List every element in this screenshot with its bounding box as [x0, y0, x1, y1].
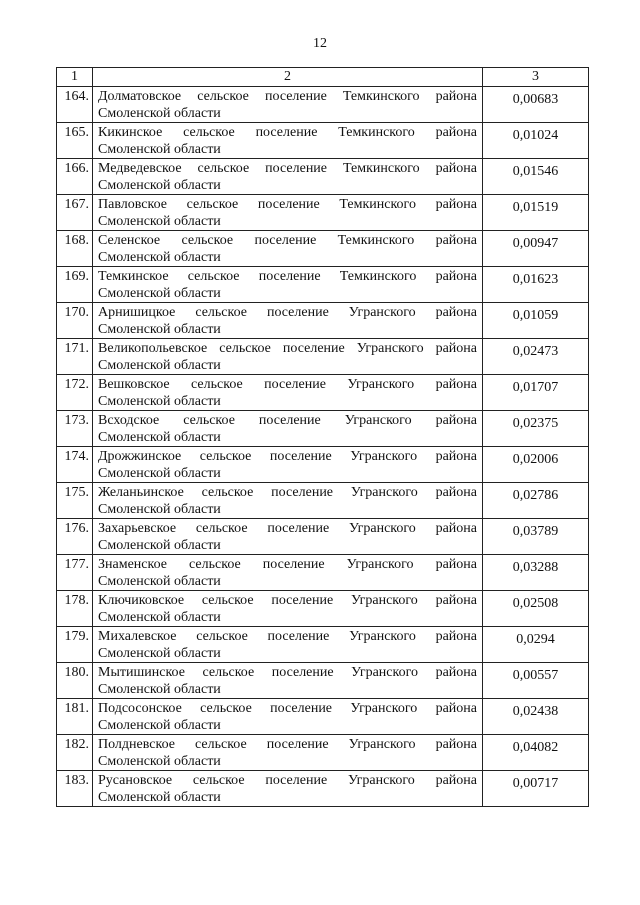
- settlement-name-cell: [93, 375, 483, 411]
- table-row: [57, 303, 589, 339]
- row-number: 169.: [57, 267, 93, 303]
- header-col-2: 2: [93, 68, 483, 87]
- settlement-name-cell: [93, 519, 483, 555]
- row-number: 179.: [57, 627, 93, 663]
- settlement-name-line-2: Смоленской области: [98, 502, 221, 517]
- page-number: 12: [313, 36, 327, 51]
- settlement-name-line-1: Мытишинское сельское поселение Угранского района: [98, 665, 477, 680]
- settlement-name-line-2: Смоленской области: [98, 574, 221, 589]
- coefficient-value: 0,03789: [483, 519, 589, 555]
- settlement-name-line-1: Ключиковское сельское поселение Угранского района: [98, 593, 477, 608]
- table-row: [57, 663, 589, 699]
- settlement-name-cell: [93, 411, 483, 447]
- row-number: 175.: [57, 483, 93, 519]
- settlement-name-cell: [93, 627, 483, 663]
- coefficient-value: 0,01024: [483, 123, 589, 159]
- coefficient-value: 0,00683: [483, 87, 589, 123]
- table-row: [57, 699, 589, 735]
- coefficient-value: 0,00947: [483, 231, 589, 267]
- settlement-name-line-1: Великопольевское сельское поселение Угранского района: [98, 341, 477, 356]
- settlement-name-cell: [93, 339, 483, 375]
- row-number: 176.: [57, 519, 93, 555]
- coefficient-value: 0,00717: [483, 771, 589, 807]
- table-row: [57, 591, 589, 627]
- coefficient-value: 0,02375: [483, 411, 589, 447]
- settlement-name-line-1: Долматовское сельское поселение Темкинского района: [98, 89, 477, 104]
- table-header-row: [57, 68, 589, 87]
- row-number: 166.: [57, 159, 93, 195]
- settlement-name-line-1: Всходское сельское поселение Угранского района: [98, 413, 477, 428]
- settlement-name-line-2: Смоленской области: [98, 214, 221, 229]
- data-table: [56, 67, 589, 807]
- settlement-name-line-1: Селенское сельское поселение Темкинского района: [98, 233, 477, 248]
- settlement-name-line-1: Михалевское сельское поселение Угранского района: [98, 629, 477, 644]
- table-row: [57, 771, 589, 807]
- settlement-name-cell: [93, 87, 483, 123]
- row-number: 173.: [57, 411, 93, 447]
- table-row: [57, 87, 589, 123]
- settlement-name-line-1: Кикинское сельское поселение Темкинского района: [98, 125, 477, 140]
- settlement-name-cell: [93, 123, 483, 159]
- table-row: [57, 735, 589, 771]
- row-number: 165.: [57, 123, 93, 159]
- settlement-name-cell: [93, 735, 483, 771]
- table-row: [57, 555, 589, 591]
- coefficient-value: 0,02508: [483, 591, 589, 627]
- row-number: 164.: [57, 87, 93, 123]
- settlement-name-line-1: Арнишицкое сельское поселение Угранского района: [98, 305, 477, 320]
- row-number: 183.: [57, 771, 93, 807]
- settlement-name-cell: [93, 663, 483, 699]
- settlement-name-cell: [93, 555, 483, 591]
- coefficient-value: 0,03288: [483, 555, 589, 591]
- header-col-1: 1: [57, 68, 93, 87]
- table-body: [57, 87, 589, 807]
- row-number: 170.: [57, 303, 93, 339]
- settlement-name-line-1: Дрожжинское сельское поселение Угранского района: [98, 449, 477, 464]
- settlement-name-line-2: Смоленской области: [98, 286, 221, 301]
- settlement-name-line-2: Смоленской области: [98, 178, 221, 193]
- settlement-name-line-2: Смоленской области: [98, 466, 221, 481]
- table-row: [57, 447, 589, 483]
- table-row: [57, 267, 589, 303]
- settlement-name-cell: [93, 159, 483, 195]
- coefficient-value: 0,00557: [483, 663, 589, 699]
- settlement-name-line-2: Смоленской области: [98, 430, 221, 445]
- settlement-name-cell: [93, 699, 483, 735]
- table-row: [57, 231, 589, 267]
- coefficient-value: 0,01059: [483, 303, 589, 339]
- settlement-name-line-2: Смоленской области: [98, 646, 221, 661]
- row-number: 168.: [57, 231, 93, 267]
- table-row: [57, 123, 589, 159]
- header-col-3: 3: [483, 68, 589, 87]
- table-row: [57, 519, 589, 555]
- settlement-name-line-2: Смоленской области: [98, 718, 221, 733]
- settlement-name-line-2: Смоленской области: [98, 250, 221, 265]
- settlement-name-cell: [93, 195, 483, 231]
- settlement-name-cell: [93, 483, 483, 519]
- settlement-name-line-1: Захарьевское сельское поселение Угранского района: [98, 521, 477, 536]
- settlement-name-line-2: Смоленской области: [98, 322, 221, 337]
- settlement-name-line-1: Вешковское сельское поселение Угранского района: [98, 377, 477, 392]
- settlement-name-line-1: Русановское сельское поселение Угранского района: [98, 773, 477, 788]
- settlement-name-line-2: Смоленской области: [98, 106, 221, 121]
- settlement-name-cell: [93, 771, 483, 807]
- table-row: [57, 159, 589, 195]
- coefficient-value: 0,02786: [483, 483, 589, 519]
- settlement-name-line-1: Знаменское сельское поселение Угранского района: [98, 557, 477, 572]
- settlement-name-line-2: Смоленской области: [98, 142, 221, 157]
- settlement-name-line-2: Смоленской области: [98, 394, 221, 409]
- settlement-name-cell: [93, 447, 483, 483]
- row-number: 174.: [57, 447, 93, 483]
- row-number: 167.: [57, 195, 93, 231]
- row-number: 178.: [57, 591, 93, 627]
- row-number: 182.: [57, 735, 93, 771]
- row-number: 172.: [57, 375, 93, 411]
- row-number: 180.: [57, 663, 93, 699]
- settlement-name-line-2: Смоленской области: [98, 358, 221, 373]
- coefficient-value: 0,0294: [483, 627, 589, 663]
- table-row: [57, 627, 589, 663]
- coefficient-value: 0,02473: [483, 339, 589, 375]
- coefficient-value: 0,01707: [483, 375, 589, 411]
- settlement-name-line-1: Полдневское сельское поселение Угранского района: [98, 737, 477, 752]
- coefficient-value: 0,01546: [483, 159, 589, 195]
- settlement-name-cell: [93, 231, 483, 267]
- table-row: [57, 483, 589, 519]
- coefficient-value: 0,02006: [483, 447, 589, 483]
- settlement-name-line-2: Смоленской области: [98, 790, 221, 805]
- settlement-name-line-1: Темкинское сельское поселение Темкинского района: [98, 269, 477, 284]
- settlement-name-line-2: Смоленской области: [98, 754, 221, 769]
- table-row: [57, 375, 589, 411]
- settlement-name-line-1: Подсосонское сельское поселение Угранского района: [98, 701, 477, 716]
- table-row: [57, 411, 589, 447]
- row-number: 181.: [57, 699, 93, 735]
- table-row: [57, 195, 589, 231]
- table-row: [57, 339, 589, 375]
- settlement-name-cell: [93, 267, 483, 303]
- settlement-name-cell: [93, 591, 483, 627]
- settlement-name-line-2: Смоленской области: [98, 538, 221, 553]
- settlement-name-line-1: Медведевское сельское поселение Темкинского района: [98, 161, 477, 176]
- row-number: 171.: [57, 339, 93, 375]
- settlement-name-line-2: Смоленской области: [98, 682, 221, 697]
- coefficient-value: 0,01623: [483, 267, 589, 303]
- row-number: 177.: [57, 555, 93, 591]
- coefficient-value: 0,01519: [483, 195, 589, 231]
- coefficient-value: 0,04082: [483, 735, 589, 771]
- settlement-name-line-1: Желаньинское сельское поселение Угранского района: [98, 485, 477, 500]
- settlement-name-line-1: Павловское сельское поселение Темкинского района: [98, 197, 477, 212]
- settlement-name-line-2: Смоленской области: [98, 610, 221, 625]
- settlement-name-cell: [93, 303, 483, 339]
- coefficient-value: 0,02438: [483, 699, 589, 735]
